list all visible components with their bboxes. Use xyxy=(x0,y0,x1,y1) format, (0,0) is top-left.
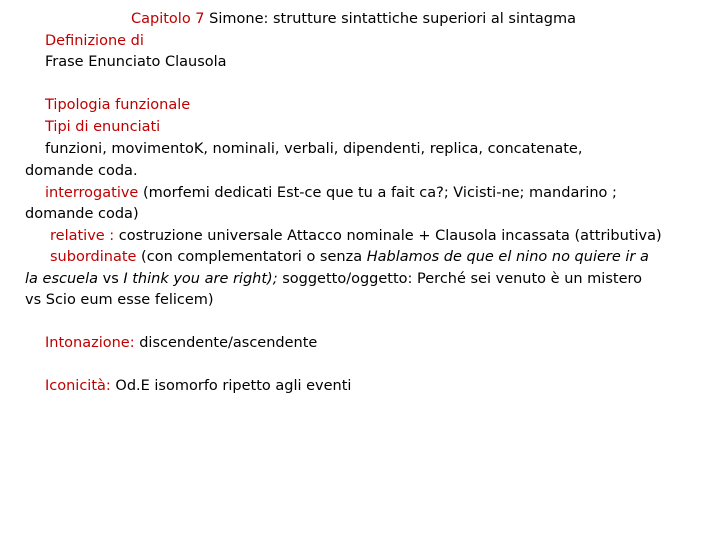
intonazione-text: discendente/ascendente xyxy=(134,335,318,351)
relative-text: costruzione universale Attacco nominale + Clausola incassata (attributiva) xyxy=(114,228,662,244)
interrogative-line-2: domande coda) xyxy=(25,206,139,222)
chapter-title-text: Simone: strutture sintattiche superiori al sintagma xyxy=(204,11,576,27)
relative-label: relative : xyxy=(50,228,115,244)
funzioni-line-1: funzioni, movimentoK, nominali, verbali, dipendenti, replica, concatenate, xyxy=(45,141,583,157)
subordinate-vs: vs xyxy=(98,271,124,287)
iconicita-label: Iconicità: xyxy=(45,378,111,394)
subordinate-line-3: vs Scio eum esse felicem) xyxy=(25,292,214,308)
tipi-enunciati-heading: Tipi di enunciati xyxy=(45,119,161,135)
intonazione-label: Intonazione: xyxy=(45,335,135,351)
subordinate-text-2: soggetto/oggetto: Perché sei venuto è un mistero xyxy=(277,271,643,287)
tipologia-heading: Tipologia funzionale xyxy=(45,97,191,113)
iconicita-line xyxy=(45,377,351,395)
subordinate-label: subordinate xyxy=(50,249,137,265)
subordinate-line-1 xyxy=(50,248,649,266)
funzioni-line-2: domande coda. xyxy=(25,163,138,179)
interrogative-text: (morfemi dedicati Est-ce que tu a fait ca?; Vicisti-ne; mandarino ; xyxy=(138,185,617,201)
subordinate-example-3: I think you are right); xyxy=(123,271,278,287)
subordinate-example-1: Hablamos de que el nino no quiere ir a xyxy=(366,249,649,265)
interrogative-label: interrogative xyxy=(45,185,139,201)
page-title xyxy=(131,10,576,28)
subordinate-example-2: la escuela xyxy=(25,271,98,287)
definizione-heading: Definizione di xyxy=(45,33,144,49)
intonazione-line xyxy=(45,334,317,352)
iconicita-text: Od.E isomorfo ripetto agli eventi xyxy=(110,378,352,394)
interrogative-line-1 xyxy=(45,184,617,202)
chapter-label: Capitolo 7 xyxy=(131,11,205,27)
subordinate-line-2 xyxy=(25,270,642,288)
relative-line xyxy=(50,227,662,245)
definizione-terms: Frase Enunciato Clausola xyxy=(45,54,227,70)
subordinate-text-1: (con complementatori o senza xyxy=(136,249,367,265)
